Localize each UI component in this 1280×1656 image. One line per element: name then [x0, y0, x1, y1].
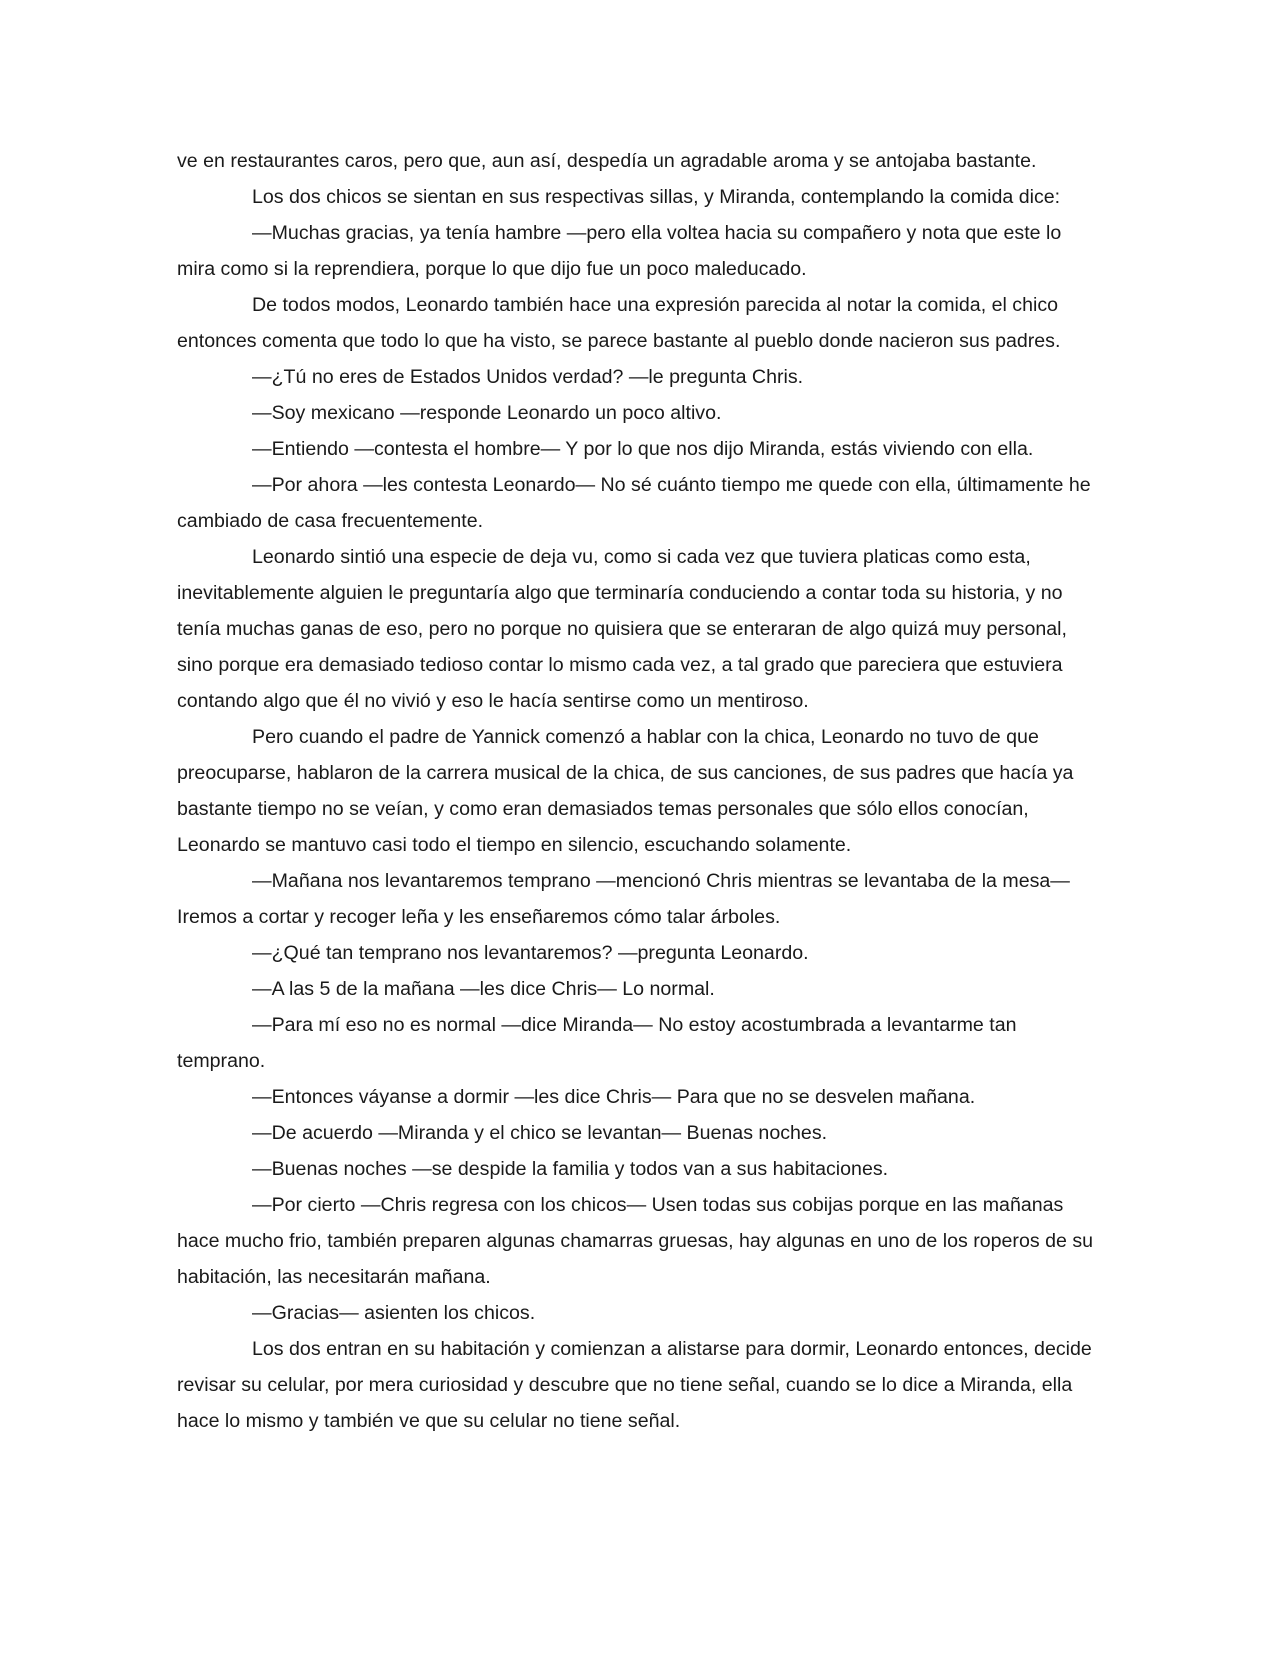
paragraph-3: De todos modos, Leonardo también hace una expresión parecida al notar la comida, el chico entonces comenta que todo lo que ha visto, se parece bastante al pueblo donde nacieron sus padres.: [177, 294, 1061, 352]
paragraph-2: —Muchas gracias, ya tenía hambre —pero ella voltea hacia su compañero y nota que este lo mira como si la reprendiera, porque lo que dijo fue un poco maleducado.: [177, 222, 1062, 280]
paragraph-15: —De acuerdo —Miranda y el chico se levantan— Buenas noches.: [252, 1122, 828, 1144]
paragraph-1: Los dos chicos se sientan en sus respectivas sillas, y Miranda, contemplando la comida dice:: [252, 186, 1061, 208]
paragraph-7: —Por ahora —les contesta Leonardo— No sé cuánto tiempo me quede con ella, últimamente he cambiado de casa frecuentemente.: [177, 474, 1091, 532]
paragraph-5: —Soy mexicano —responde Leonardo un poco altivo.: [252, 402, 722, 424]
paragraph-17: —Por cierto —Chris regresa con los chicos— Usen todas sus cobijas porque en las mañanas hace mucho frio, también preparen algunas chamarras gruesas, hay algunas en uno de los roperos de su habitación, las necesitarán mañana.: [177, 1194, 1094, 1288]
paragraph-4: —¿Tú no eres de Estados Unidos verdad? —le pregunta Chris.: [252, 366, 804, 388]
paragraph-11: —¿Qué tan temprano nos levantaremos? —pregunta Leonardo.: [252, 942, 809, 964]
paragraph-9: Pero cuando el padre de Yannick comenzó a hablar con la chica, Leonardo no tuvo de que preocuparse, hablaron de la carrera musical de la chica, de sus canciones, de sus padres que hacía ya bastante tiempo no se veían, y como eran demasiados temas personales que sólo ellos conocían, Leonardo se mantuvo casi todo el tiempo en silencio, escuchando solamente.: [177, 726, 1074, 856]
paragraph-13: —Para mí eso no es normal —dice Miranda— No estoy acostumbrada a levantarme tan temprano.: [177, 1014, 1017, 1072]
paragraph-10: —Mañana nos levantaremos temprano —mencionó Chris mientras se levantaba de la mesa— Iremos a cortar y recoger leña y les enseñaremos cómo talar árboles.: [177, 870, 1070, 928]
paragraph-18: —Gracias— asienten los chicos.: [252, 1302, 536, 1324]
paragraph-12: —A las 5 de la mañana —les dice Chris— Lo normal.: [252, 978, 715, 1000]
paragraph-0: ve en restaurantes caros, pero que, aun así, despedía un agradable aroma y se antojaba bastante.: [177, 150, 1037, 172]
paragraph-19: Los dos entran en su habitación y comienzan a alistarse para dormir, Leonardo entonces, decide revisar su celular, por mera curiosidad y descubre que no tiene señal, cuando se lo dice a Miranda, ella hace lo mismo y también ve que su celular no tiene señal.: [177, 1338, 1092, 1432]
document-body: [177, 143, 1102, 1439]
paragraph-6: —Entiendo —contesta el hombre— Y por lo que nos dijo Miranda, estás viviendo con ella.: [252, 438, 1034, 460]
paragraph-8: Leonardo sintió una especie de deja vu, como si cada vez que tuviera platicas como esta, inevitablemente alguien le preguntaría algo que terminaría conduciendo a contar toda su historia, y no tenía muchas ganas de eso, pero no porque no quisiera que se enteraran de algo quizá muy personal, sino porque era demasiado tedioso contar lo mismo cada vez, a tal grado que pareciera que estuviera contando algo que él no vivió y eso le hacía sentirse como un mentiroso.: [177, 546, 1067, 712]
paragraph-16: —Buenas noches —se despide la familia y todos van a sus habitaciones.: [252, 1158, 889, 1180]
paragraph-14: —Entonces váyanse a dormir —les dice Chris— Para que no se desvelen mañana.: [252, 1086, 976, 1108]
